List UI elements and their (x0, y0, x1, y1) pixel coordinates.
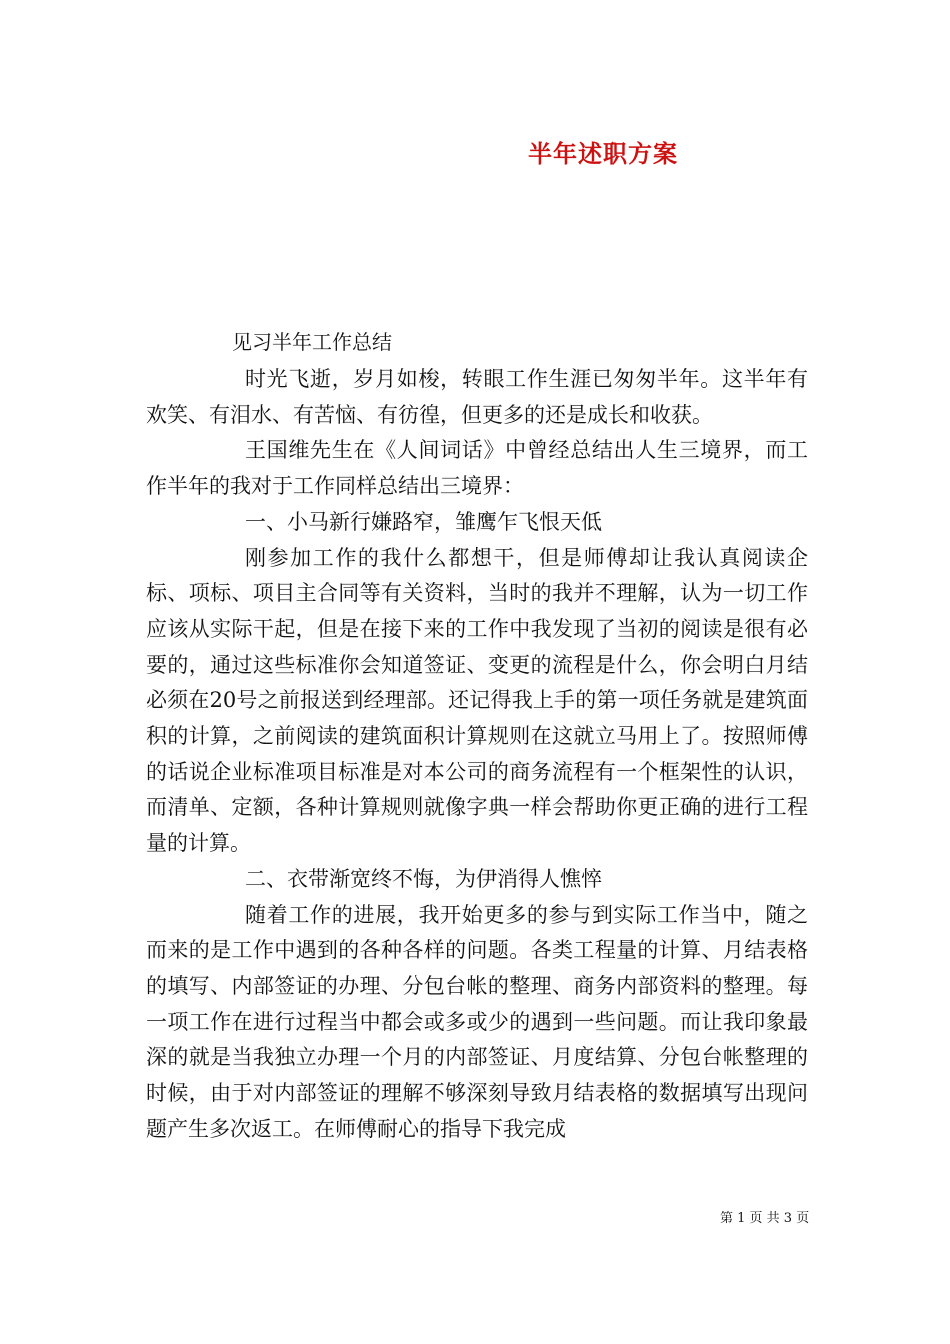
document-subtitle: 见习半年工作总结 (232, 330, 392, 354)
paragraph-section-1: 刚参加工作的我什么都想干，但是师傅却让我认真阅读企标、项标、项目主合同等有关资料，当时的我并不理解，认为一切工作应该从实际干起，但是在接下来的工作中我发现了当初的阅读是很有必要的，通过这些标准你会知道签证、变更的流程是什么，你会明白月结必须在20号之前报送到经理部。还记得我上手的第一项任务就是建筑面积的计算，之前阅读的建筑面积计算规则在这就立马用上了。按照师傅的话说企业标准项目标准是对本公司的商务流程有一个框架性的认识，而清单、定额，各种计算规则就像字典一样会帮助你更正确的进行工程量的计算。 (146, 545, 808, 856)
document-title: 半年述职方案 (528, 139, 678, 168)
section-heading-1: 一、小马新行嫌路窄，雏鹰乍飞恨天低 (245, 509, 602, 534)
paragraph-intro: 时光飞逝，岁月如梭，转眼工作生涯已匆匆半年。这半年有欢笑、有泪水、有苦恼、有彷徨，但更多的还是成长和收获。 (146, 367, 808, 427)
paragraph-section-2: 随着工作的进展，我开始更多的参与到实际工作当中，随之而来的是工作中遇到的各种各样的问题。各类工程量的计算、月结表格的填写、内部签证的办理、分包台帐的整理、商务内部资料的整理。每一项工作在进行过程当中都会或多或少的遇到一些问题。而让我印象最深的就是当我独立办理一个月的内部签证、月度结算、分包台帐整理的时候，由于对内部签证的理解不够深刻导致月结表格的数据填写出现问题产生多次返工。在师傅耐心的指导下我完成 (146, 902, 808, 1141)
paragraph-three-realms: 王国维先生在《人间词话》中曾经总结出人生三境界，而工作半年的我对于工作同样总结出三境界： (146, 438, 808, 499)
document-body (146, 362, 808, 1147)
page-footer: 第 1 页 共 3 页 (720, 1211, 810, 1226)
section-heading-2: 二、衣带渐宽终不悔，为伊消得人憔悴 (245, 866, 602, 891)
